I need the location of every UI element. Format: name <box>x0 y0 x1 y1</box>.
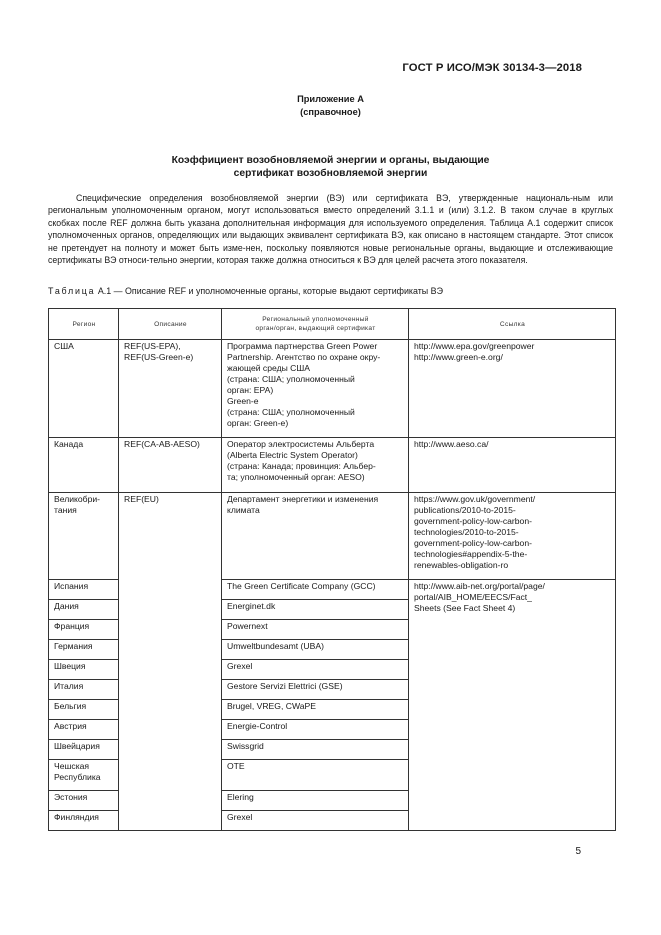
authority-cell: Powernext <box>222 620 409 640</box>
table-caption-label: Таблица <box>48 286 96 296</box>
authority-line: (страна: США; уполномоченный <box>227 374 355 384</box>
authority-cell: Grexel <box>222 660 409 680</box>
page-number: 5 <box>575 846 581 857</box>
authority-line: климата <box>227 505 260 515</box>
authority-cell: Umweltbundesamt (UBA) <box>222 640 409 660</box>
link-gov-uk[interactable]: technologies/2010-to-2015- <box>414 527 519 537</box>
description-line: REF(US-Green-e) <box>124 352 194 362</box>
table-row-usa <box>49 340 616 438</box>
region-cell <box>49 493 119 580</box>
region-cell: Франция <box>49 620 119 640</box>
authority-line: орган: EPA) <box>227 385 274 395</box>
link-gov-uk[interactable]: publications/2010-to-2015- <box>414 505 516 515</box>
link-aeso[interactable]: http://www.aeso.ca/ <box>414 439 489 449</box>
body-paragraph: Специфические определения возобновляемой энергии (ВЭ) или сертификата ВЭ, утвержденные националь-ным или региональным уполномоченным органом, могут использоваться вместо определений 3.1.1 и (или) 3.1.2. В таком случае в круглых скобках после REF должна быть указана дополнительная информация для используемого определения. Таблица А.1 содержит список уполномоченных органов, определяющих или выдающих эквивалент сертификата ВЭ, как описано в настоящем стандарте. Этот список не претендует на полноту и может быть изме-нен, поскольку появляются новые региональные органы, выдающие и отслеживающие сертификаты ВЭ относи-тельно энергии, которая также должна относиться к ВЭ для целей расчета этого показателя. <box>48 193 613 266</box>
description-cell <box>119 340 222 438</box>
region-line: тания <box>54 505 77 515</box>
link-gov-uk[interactable]: renewables-obligation-ro <box>414 560 509 570</box>
link-cell <box>409 493 616 580</box>
authority-cell: Energie-Control <box>222 720 409 740</box>
authority-cell: Brugel, VREG, CWaPE <box>222 700 409 720</box>
link-aib-net[interactable]: portal/AIB_HOME/EECS/Fact_ <box>414 592 532 602</box>
authority-cell: Grexel <box>222 811 409 831</box>
table-row-uk <box>49 493 616 580</box>
page-header-standard: ГОСТ Р ИСО/МЭК 30134-3—2018 <box>402 62 582 74</box>
authority-cell: Swissgrid <box>222 740 409 760</box>
appendix-heading <box>0 93 661 118</box>
region-cell: США <box>49 340 119 438</box>
link-green-e[interactable]: http://www.green-e.org/ <box>414 352 503 362</box>
authority-line: Департамент энергетики и изменения <box>227 494 379 504</box>
authority-line: Оператор электросистемы Альберта <box>227 439 375 449</box>
link-aib-net[interactable]: Sheets (See Fact Sheet 4) <box>414 603 516 613</box>
region-cell: Германия <box>49 640 119 660</box>
header-authority-line-2: орган/орган, выдающий сертификат <box>255 325 376 332</box>
authority-line: Partnership. Агентство по охране окру- <box>227 352 381 362</box>
authority-line: Green-e <box>227 396 259 406</box>
header-authority <box>222 309 409 340</box>
region-cell: Бельгия <box>49 700 119 720</box>
authority-cell <box>222 340 409 438</box>
description-cell: REF(CA-AB-AESO) <box>119 438 222 493</box>
link-gov-uk[interactable]: https://www.gov.uk/government/ <box>414 494 536 504</box>
link-cell <box>409 438 616 493</box>
region-cell: Швеция <box>49 660 119 680</box>
ref-authorities-table <box>48 308 616 831</box>
document-title-line-1: Коэффициент возобновляемой энергии и органы, выдающие <box>171 155 490 166</box>
header-region: Регион <box>49 309 119 340</box>
region-cell: Испания <box>49 580 119 600</box>
link-cell-empty <box>409 640 616 831</box>
description-cell-ref-eu: REF(EU) <box>119 493 222 831</box>
appendix-type: (справочное) <box>300 106 361 117</box>
authority-line: жающей среды США <box>227 363 310 373</box>
region-cell: Австрия <box>49 720 119 740</box>
authority-line: (страна: США; уполномоченный <box>227 407 355 417</box>
link-gov-uk[interactable]: government-policy-low-carbon- <box>414 516 532 526</box>
link-cell <box>409 340 616 438</box>
authority-cell <box>222 438 409 493</box>
header-link: Ссылка <box>409 309 616 340</box>
region-cell <box>49 760 119 791</box>
region-cell: Канада <box>49 438 119 493</box>
appendix-label: Приложение А <box>297 94 364 104</box>
authority-line: (Alberta Electric System Operator) <box>227 450 358 460</box>
authority-line: орган: Green-e) <box>227 418 289 428</box>
authority-line: Программа партнерства Green Power <box>227 341 378 351</box>
region-cell: Швейцария <box>49 740 119 760</box>
authority-line: (страна: Канада; провинция: Альбер- <box>227 461 376 471</box>
region-line: Республика <box>54 772 101 782</box>
table-row-canada <box>49 438 616 493</box>
link-aib-net[interactable]: http://www.aib-net.org/portal/page/ <box>414 581 545 591</box>
region-cell: Италия <box>49 680 119 700</box>
region-cell: Эстония <box>49 791 119 811</box>
table-caption-text: А.1 — Описание REF и уполномоченные органы, которые выдают сертификаты ВЭ <box>95 286 443 296</box>
region-cell: Финляндия <box>49 811 119 831</box>
link-cell-aib <box>409 580 616 640</box>
link-gov-uk[interactable]: technologies#appendix-5-the- <box>414 549 528 559</box>
region-cell: Дания <box>49 600 119 620</box>
header-authority-line-1: Региональный уполномоченный <box>262 316 369 323</box>
authority-cell: Elering <box>222 791 409 811</box>
link-epa[interactable]: http://www.epa.gov/greenpower <box>414 341 535 351</box>
region-line: Великобри- <box>54 494 101 504</box>
authority-cell <box>222 493 409 580</box>
authority-cell: Energinet.dk <box>222 600 409 620</box>
table-caption <box>48 286 443 296</box>
authority-line: та; уполномоченный орган: AESO) <box>227 472 365 482</box>
region-line: Чешская <box>54 761 90 771</box>
authority-cell: OTE <box>222 760 409 791</box>
authority-cell: The Green Certificate Company (GCC) <box>222 580 409 600</box>
authority-cell: Gestore Servizi Elettrici (GSE) <box>222 680 409 700</box>
document-title <box>0 154 661 180</box>
table-header-row <box>49 309 616 340</box>
description-line: REF(US-EPA), <box>124 341 181 351</box>
document-title-line-2: сертификат возобновляемой энергии <box>233 168 428 179</box>
header-description: Описание <box>119 309 222 340</box>
link-gov-uk[interactable]: government-policy-low-carbon- <box>414 538 532 548</box>
